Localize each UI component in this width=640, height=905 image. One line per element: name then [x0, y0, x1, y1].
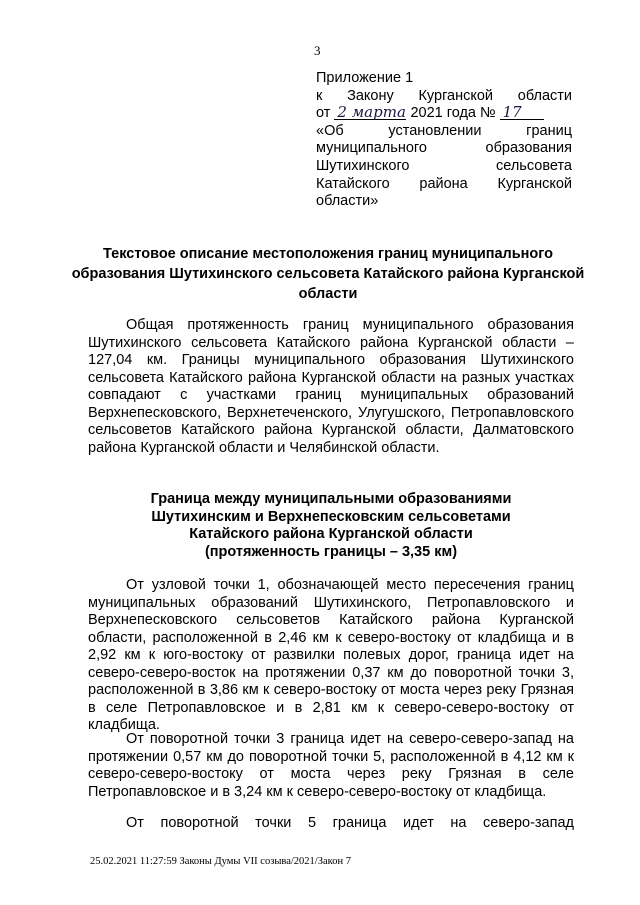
- body-paragraph: От поворотной точки 5 граница идет на северо-запад: [126, 815, 574, 831]
- handwritten-date: 2 марта: [334, 105, 406, 120]
- section-title: [88, 491, 574, 561]
- intro-paragraph: Общая протяженность границ муниципального образования Шутихинского сельсовета Катайского района Курганской области – 127,04 км. Границы муниципального образования Шутихинского сельсовета Катайского района Курганской области на разных участках совпадают с участками границ муниципальных образований Верхнепесковского, Верхнетеченского, Улугушского, Петропавловского сельсоветов Катайского района Курганской области, Далматовского района Курганской области и Челябинской области.: [88, 317, 574, 456]
- annex-date-line: [316, 105, 572, 123]
- section-title-line: Граница между муниципальными образованиями: [150, 491, 512, 507]
- annex-year-label: 2021 года №: [410, 105, 496, 122]
- body-paragraph: От узловой точки 1, обозначающей место пересечения границ муниципальных образований Шутихинского, Петропавловского и Верхнепесковского сельсоветов Катайского района Курганской области, расположенной в 2,46 км к северо-востоку от кладбища и в 2,92 км к юго-востоку от развилки полевых дорог, граница идет на северо-северо-восток на протяжении 0,37 км до поворотной точки 3, расположенной в 3,86 км к северо-востоку от моста через реку Грязная в селе Петропавловское и в 2,81 км к северо-северо-востоку от кладбища.: [88, 577, 574, 733]
- footer-stamp: 25.02.2021 11:27:59 Законы Думы VII созыва/2021/Закон 7: [90, 856, 351, 867]
- section-title-line: Шутихинским и Верхнепесковским сельсоветами: [151, 508, 511, 525]
- annex-line: муниципального образования: [316, 140, 572, 157]
- handwritten-law-number: 17: [500, 105, 544, 120]
- section-title-line: (протяженность границы – 3,35 км): [204, 543, 458, 560]
- body-paragraph: От поворотной точки 3 граница идет на северо-северо-запад на протяжении 0,57 км до поворотной точки 5, расположенной в 4,12 км к северо-северо-востоку от моста через реку Грязная в селе Петропавловское и в 3,24 км к северо-северо-востоку от кладбища.: [88, 731, 574, 800]
- document-title: Текстовое описание местоположения границ муниципального образования Шутихинского сельсовета Катайского района Курганской области: [71, 246, 585, 302]
- annex-line: Катайского района Курганской: [316, 175, 572, 192]
- annex-line: Приложение 1: [316, 70, 414, 86]
- section-title-line: Катайского района Курганской области: [189, 526, 473, 542]
- annex-header: [316, 70, 572, 211]
- page-number: 3: [314, 43, 321, 58]
- annex-line: к Закону Курганской области: [316, 87, 572, 104]
- annex-from-label: от: [316, 105, 331, 122]
- annex-line: области»: [316, 193, 379, 210]
- annex-line: Шутихинского сельсовета: [316, 157, 572, 174]
- annex-line: «Об установлении границ: [316, 122, 572, 139]
